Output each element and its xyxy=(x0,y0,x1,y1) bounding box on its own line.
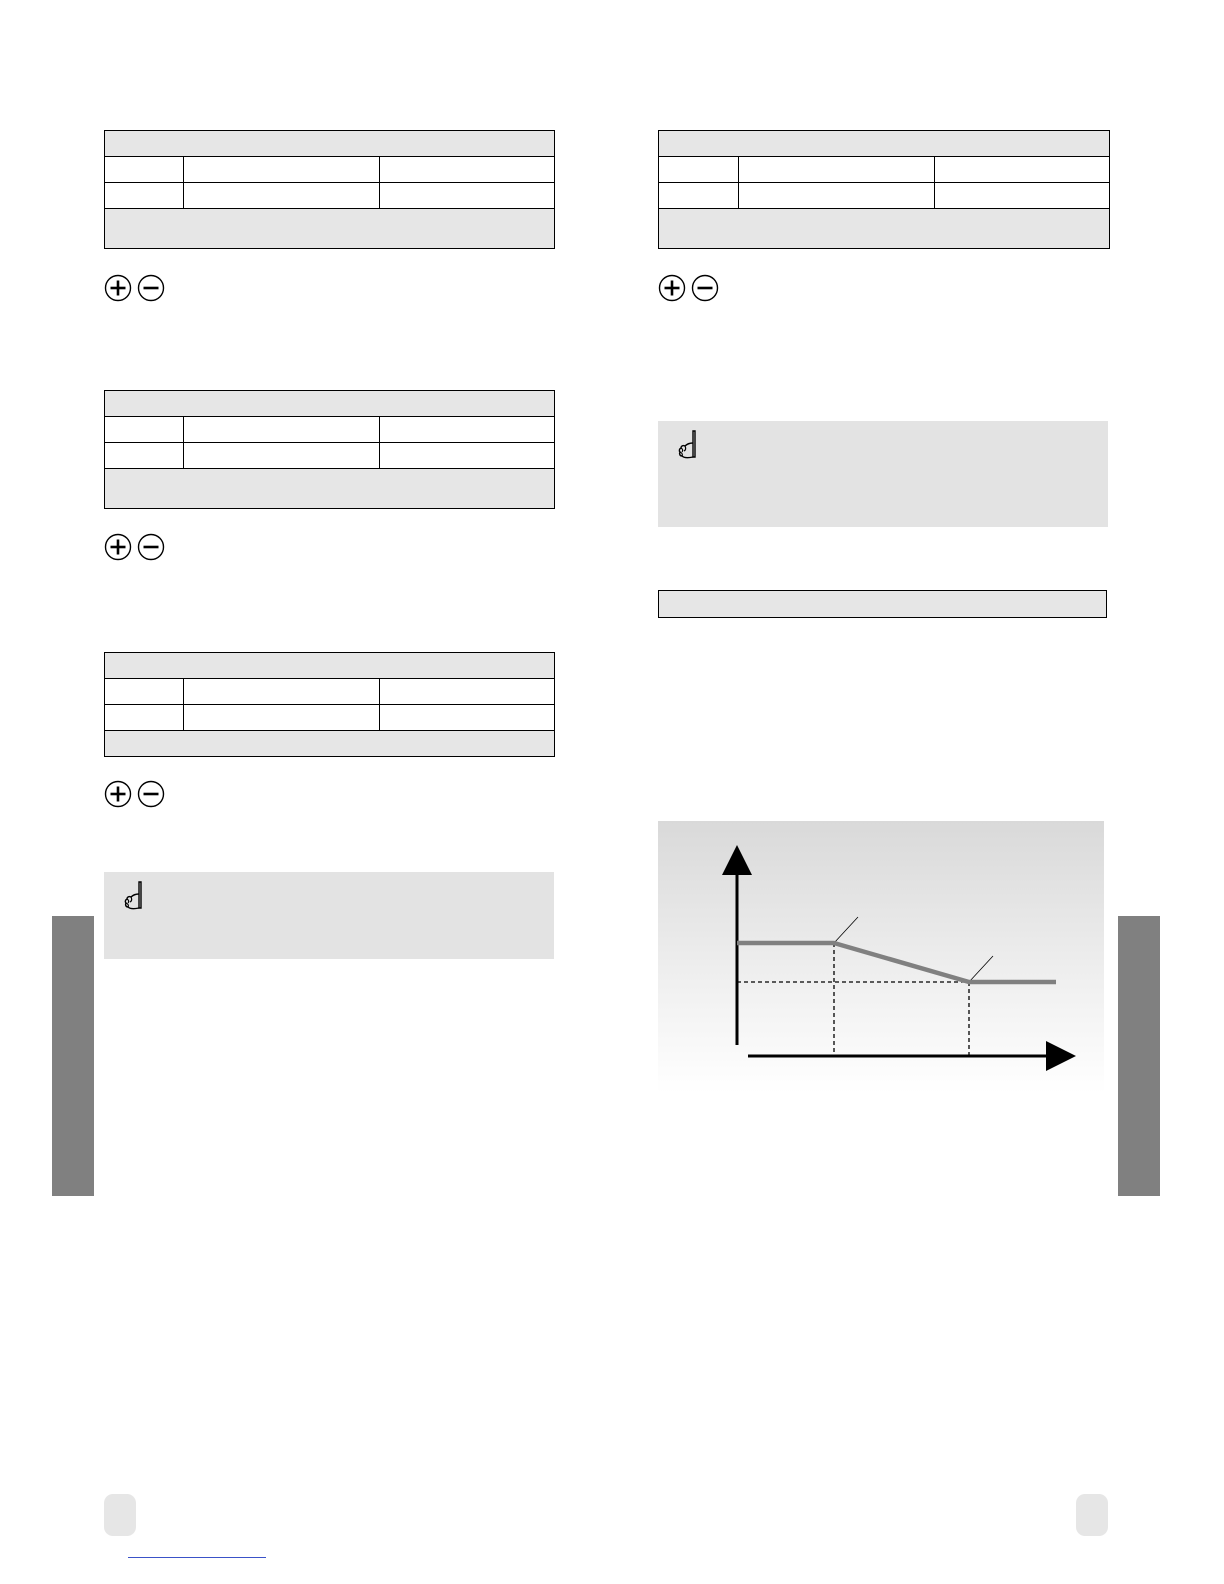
table-cell xyxy=(739,183,935,209)
plus-circle-icon xyxy=(106,276,131,301)
line-chart xyxy=(658,821,1104,1093)
side-tab-right xyxy=(1118,916,1160,1196)
table-cell xyxy=(105,183,184,209)
footer-link[interactable] xyxy=(128,1557,266,1558)
page-number-left xyxy=(104,1494,136,1536)
callout-line xyxy=(969,956,993,982)
table-cell xyxy=(380,417,555,443)
plus-circle-icon xyxy=(106,535,131,560)
table-cell xyxy=(184,705,380,731)
parameter-table-2 xyxy=(104,390,555,509)
table-cell xyxy=(105,157,184,183)
table-cell xyxy=(380,679,555,705)
table-cell xyxy=(184,157,380,183)
table-cell xyxy=(380,183,555,209)
plus-minus-buttons xyxy=(104,532,166,562)
table-header xyxy=(105,391,555,417)
table-cell xyxy=(105,679,184,705)
table-cell xyxy=(739,157,935,183)
table-footer xyxy=(105,209,555,249)
table-header xyxy=(105,131,555,157)
table-cell xyxy=(659,157,739,183)
minus-circle-icon xyxy=(139,535,164,560)
table-cell xyxy=(380,157,555,183)
table-cell xyxy=(935,157,1110,183)
note-box xyxy=(104,872,554,959)
page-number-right xyxy=(1076,1494,1108,1536)
table-cell xyxy=(105,705,184,731)
note-box xyxy=(658,421,1108,527)
parameter-table-3 xyxy=(104,652,555,757)
plus-minus-buttons xyxy=(104,273,166,303)
table-cell xyxy=(935,183,1110,209)
table-cell xyxy=(380,443,555,469)
parameter-table-1 xyxy=(104,130,555,249)
table-cell xyxy=(184,443,380,469)
pointing-hand-icon xyxy=(122,880,148,912)
plus-circle-icon xyxy=(106,782,131,807)
minus-circle-icon xyxy=(139,782,164,807)
table-cell xyxy=(105,417,184,443)
plus-minus-buttons xyxy=(104,779,166,809)
table-cell xyxy=(184,183,380,209)
minus-circle-icon xyxy=(693,276,718,301)
minus-circle-icon xyxy=(139,276,164,301)
section-header-bar xyxy=(658,590,1107,618)
table-cell xyxy=(380,705,555,731)
chart-panel xyxy=(658,821,1104,1093)
plus-minus-buttons xyxy=(658,273,720,303)
table-cell xyxy=(184,417,380,443)
side-tab-left xyxy=(52,916,94,1196)
parameter-table-4 xyxy=(658,130,1110,249)
table-footer xyxy=(105,731,555,757)
table-header xyxy=(659,131,1110,157)
pointing-hand-icon xyxy=(676,429,702,461)
table-cell xyxy=(105,443,184,469)
plus-circle-icon xyxy=(660,276,685,301)
table-header xyxy=(105,653,555,679)
callout-line xyxy=(834,917,858,943)
series-line-1 xyxy=(737,943,1056,982)
table-footer xyxy=(659,209,1110,249)
table-cell xyxy=(184,679,380,705)
table-footer xyxy=(105,469,555,509)
table-cell xyxy=(659,183,739,209)
